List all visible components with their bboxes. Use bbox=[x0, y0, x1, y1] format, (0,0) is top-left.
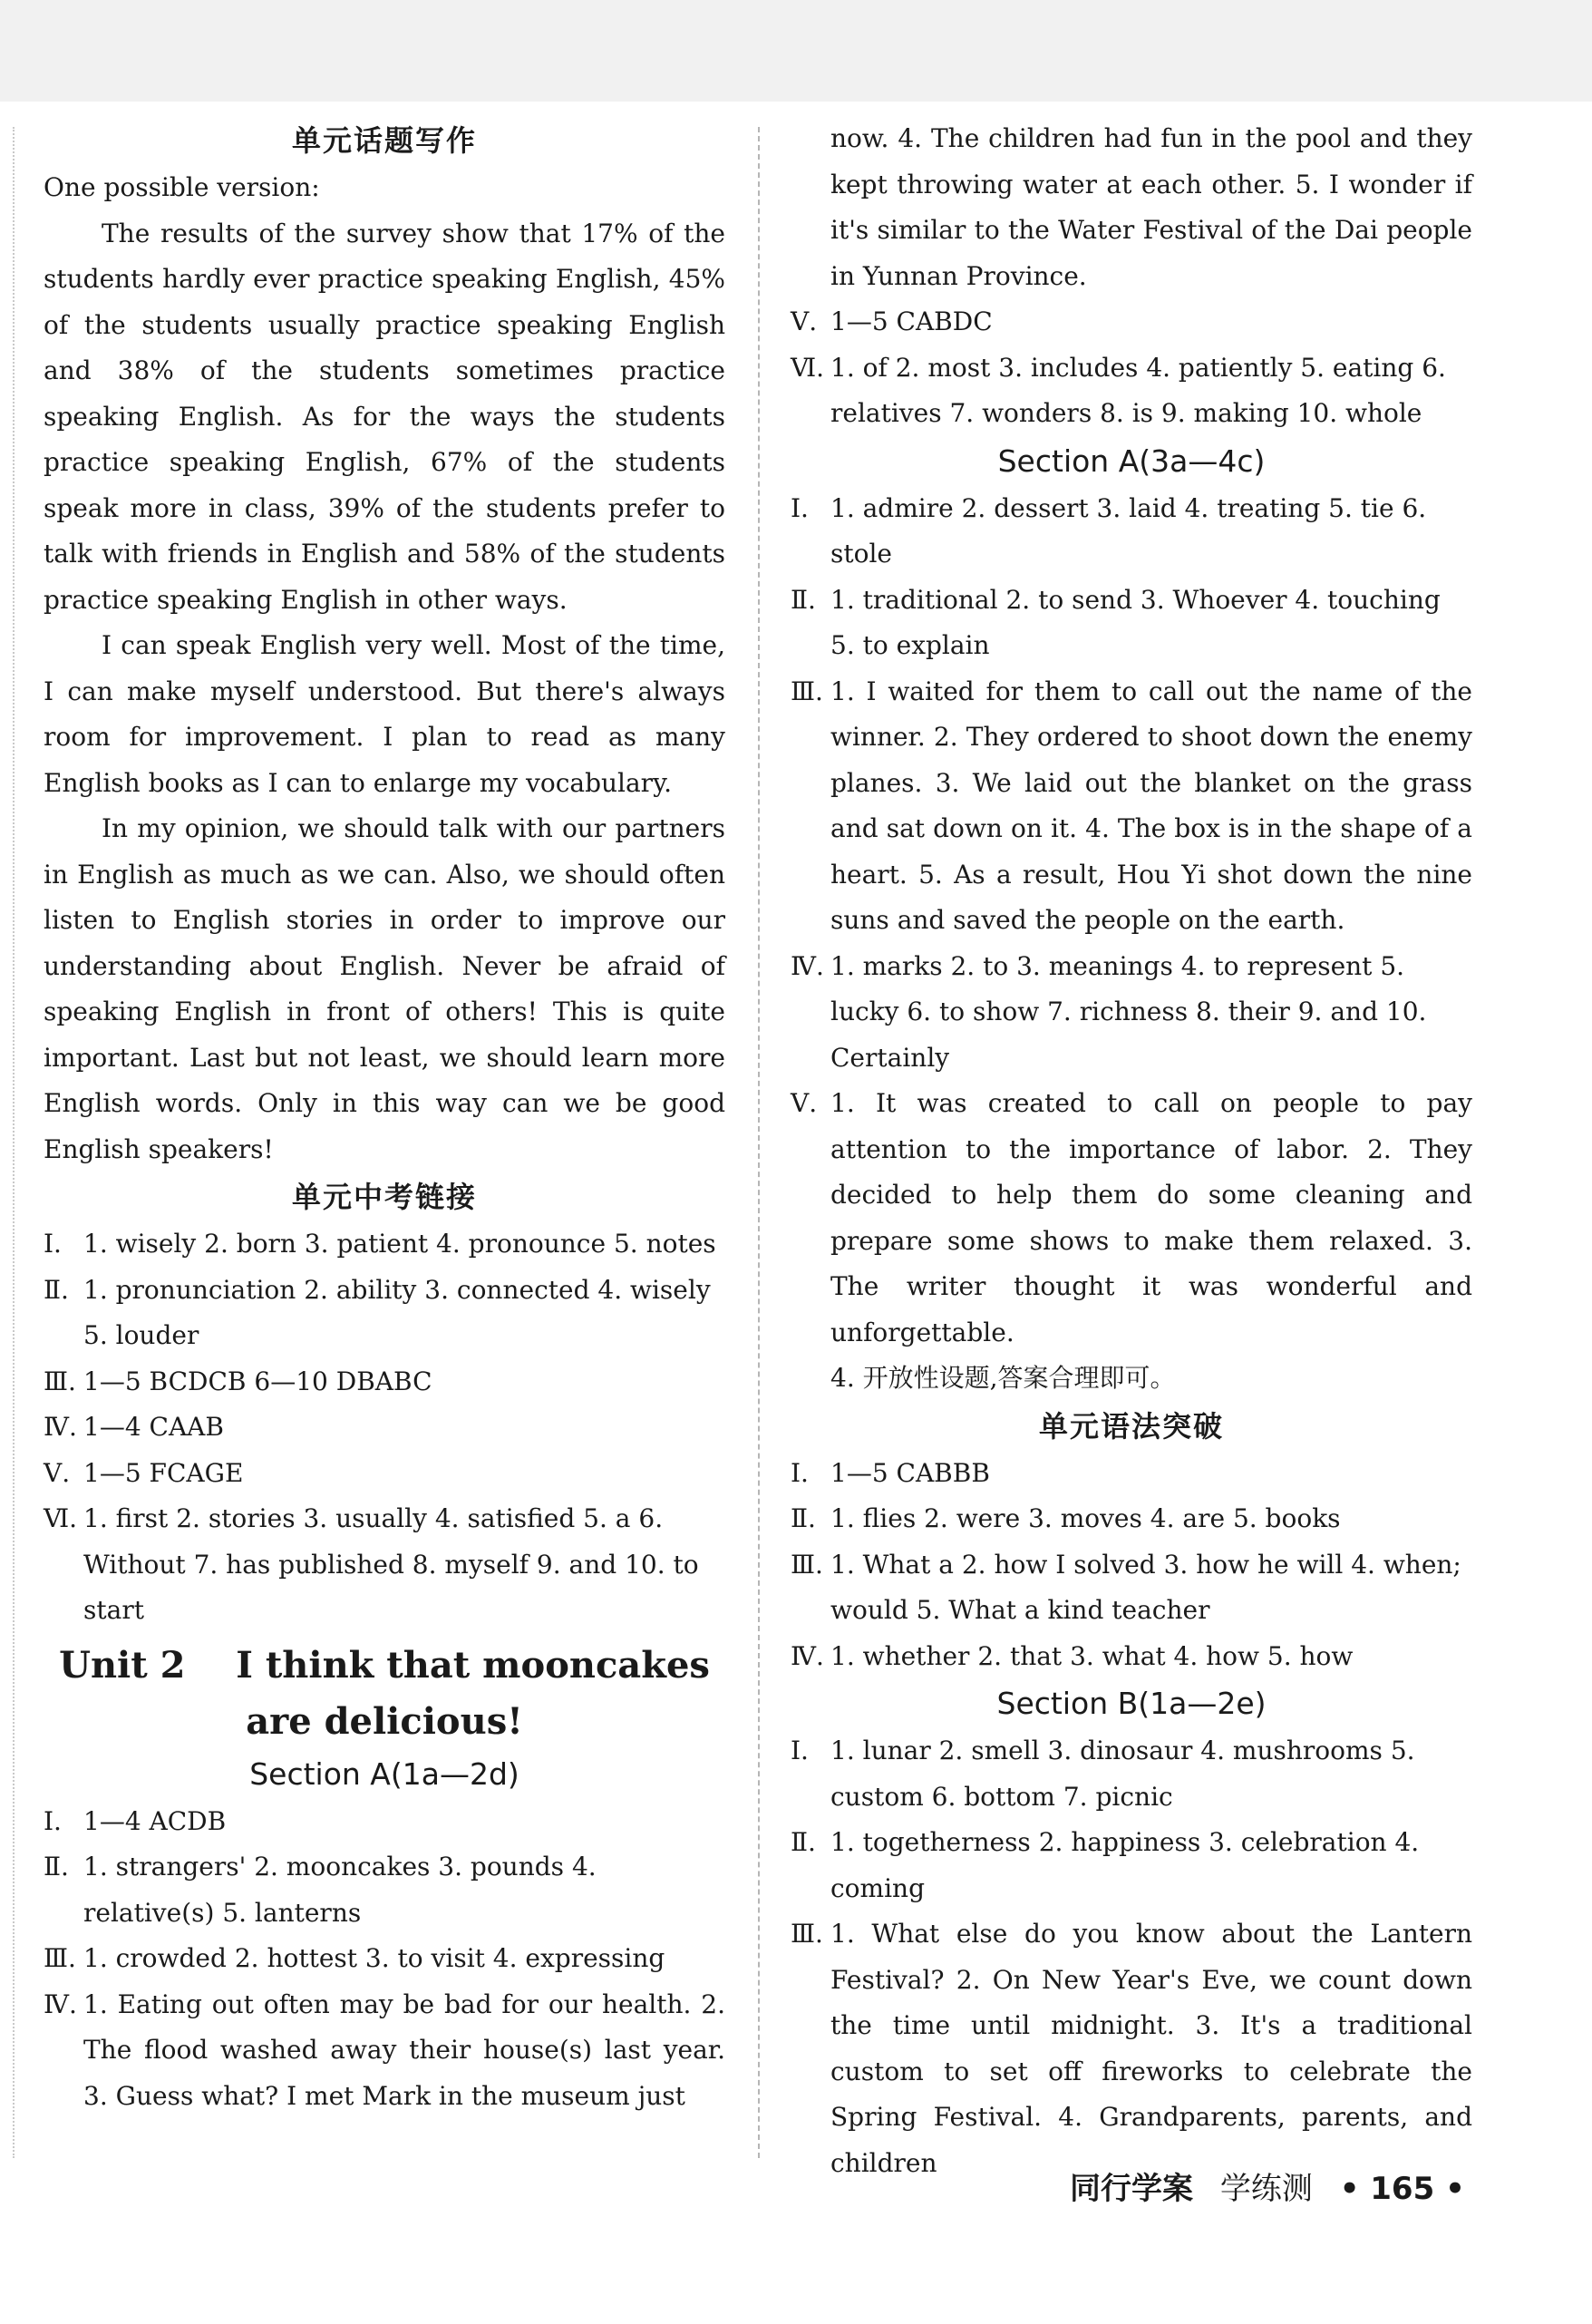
exercise-answers: 1. It was created to call on people to pay attention to the importance of labor. 2. They decided to help them do some cleaning and prepare some shows to make them relaxed. 3. The writer thought it was wonderful and unforgettable. bbox=[830, 1088, 1472, 1347]
exercise-answers: 1. What a 2. how I solved 3. how he will 4. when; would 5. What a kind teacher bbox=[830, 1549, 1461, 1625]
exercise-item bbox=[44, 1982, 725, 2120]
exam-link-section bbox=[44, 1172, 725, 1634]
exercise-number: Ⅱ. bbox=[791, 584, 816, 615]
exercise-item bbox=[44, 1799, 725, 1845]
exercise-number: Ⅳ. bbox=[791, 1640, 824, 1671]
exercise-answers: 1. admire 2. dessert 3. laid 4. treating 5. tie 6. stole bbox=[830, 492, 1427, 569]
exercise-answers: 1. What else do you know about the Lantern Festival? 2. On New Year's Eve, we count down the time until midnight. 3. It's a traditional custom to set off fireworks to celebrate the Spring Festival. 4. Grandparents, parents, and children bbox=[830, 1919, 1472, 2178]
unit-title-line: are delicious! bbox=[246, 1699, 523, 1743]
brand-name: 同行学案 bbox=[1070, 2171, 1193, 2207]
section-heading: 单元语法突破 bbox=[1038, 1408, 1224, 1444]
exercise-answers: 1. togetherness 2. happiness 3. celebration 4. coming bbox=[830, 1827, 1420, 1903]
exercise-number: Ⅴ. bbox=[791, 1088, 818, 1118]
exercise-number bbox=[791, 116, 830, 299]
exercise-item bbox=[791, 1820, 1472, 1911]
essay-paragraph: In my opinion, we should talk with our partners in English as much as we can. Also, we should often listen to English stories in order to improve our understanding about English. Never be afraid of speaking English in front of others! This is quite important. Last but not least, we should learn more English words. Only in this way can we be good English speakers! bbox=[44, 813, 725, 1164]
exercise-number: Ⅲ. bbox=[44, 1943, 76, 1973]
essay-paragraph: The results of the survey show that 17% of the students hardly ever practice speaking English, 45% of the students usually practice speaking English and 38% of the students sometimes practice speaking English. As for the ways the students practice speaking English, 67% of the students speak more in class, 39% of the students prefer to talk with friends in English and 58% of the students practice speaking English in other ways. bbox=[44, 218, 725, 615]
exercise-number: Ⅰ. bbox=[791, 492, 809, 523]
binding-margin-line bbox=[13, 127, 15, 2158]
exercise-answers: 1. pronunciation 2. ability 3. connected 4. wisely 5. louder bbox=[83, 1274, 711, 1350]
section-b1 bbox=[791, 1679, 1472, 2186]
exercise-item bbox=[791, 1634, 1472, 1680]
exercise-item bbox=[791, 578, 1472, 669]
exercise-item bbox=[44, 1268, 725, 1359]
exercise-number: Ⅴ. bbox=[44, 1457, 71, 1488]
exercise-answers: 1—5 CABDC bbox=[830, 306, 993, 336]
essay-paragraph: I can speak English very well. Most of the time, I can make myself understood. But there's always room for improvement. I plan to read as many English books as I can to enlarge my vocabulary. bbox=[44, 630, 725, 798]
exercise-number: Ⅳ. bbox=[44, 1989, 77, 2019]
exercise-answers: 1. flies 2. were 3. moves 4. are 5. books bbox=[830, 1503, 1341, 1533]
exercise-answers: 1. crowded 2. hottest 3. to visit 4. expressing bbox=[83, 1943, 665, 1973]
exercise-answers: 1. lunar 2. smell 3. dinosaur 4. mushrooms 5. custom 6. bottom 7. picnic bbox=[830, 1736, 1415, 1812]
unit-title bbox=[44, 1638, 725, 1750]
exercise-item bbox=[791, 1356, 1472, 1402]
brand-subtitle: 学练测 bbox=[1219, 2171, 1313, 2207]
exercise-item bbox=[791, 1728, 1472, 1820]
exercise-answers: 1. of 2. most 3. includes 4. patiently 5. eating 6. relatives 7. wonders 8. is 9. making 10. whole bbox=[830, 352, 1446, 428]
exercise-number: Ⅰ. bbox=[44, 1229, 62, 1259]
top-shadow-band bbox=[0, 0, 1592, 102]
exercise-answers: 1—5 BCDCB 6—10 DBABC bbox=[83, 1366, 432, 1396]
unit-title-line: Unit 2 I think that mooncakes bbox=[59, 1643, 710, 1687]
exercise-answers: 1—5 CABBB bbox=[830, 1457, 990, 1488]
exercise-item bbox=[791, 486, 1472, 578]
exercise-item bbox=[791, 1911, 1472, 2186]
exercise-answers: 1—4 CAAB bbox=[83, 1412, 224, 1442]
exercise-item bbox=[44, 1451, 725, 1497]
exercise-item bbox=[791, 299, 1472, 345]
exercise-item bbox=[44, 1936, 725, 1982]
exercise-number: Ⅲ. bbox=[791, 1919, 823, 1949]
exercise-item bbox=[44, 1359, 725, 1405]
grammar-section bbox=[791, 1402, 1472, 1680]
exercise-answers: 1—5 FCAGE bbox=[83, 1457, 244, 1488]
exercise-answers: 1. whether 2. that 3. what 4. how 5. how bbox=[830, 1640, 1354, 1671]
continued-answers bbox=[791, 116, 1472, 437]
exercise-item bbox=[44, 1221, 725, 1268]
exercise-answers: now. 4. The children had fun in the pool and they kept throwing water at each other. 5. I wonder if it's similar to the Water Festival of the Dai people in Yunnan Province. bbox=[830, 123, 1472, 291]
exercise-answers: 1. Eating out often may be bad for our health. 2. The flood washed away their house(s) last year. 3. Guess what? I met Mark in the museum just bbox=[83, 1989, 725, 2111]
section-heading: 单元话题写作 bbox=[291, 123, 477, 158]
exercise-number: Ⅰ. bbox=[791, 1457, 809, 1488]
exercise-item bbox=[44, 1405, 725, 1451]
sample-intro: One possible version: bbox=[44, 172, 320, 202]
exercise-item bbox=[44, 1844, 725, 1936]
exercise-answers: 1. first 2. stories 3. usually 4. satisfied 5. a 6. Without 7. has published 8. myself 9. and 10. to start bbox=[83, 1503, 699, 1625]
section-heading: Section A(1a—2d) bbox=[249, 1755, 519, 1792]
exercise-item bbox=[791, 1496, 1472, 1542]
exercise-number: Ⅲ. bbox=[791, 676, 823, 706]
exercise-item bbox=[791, 669, 1472, 944]
exercise-number: Ⅰ. bbox=[44, 1805, 62, 1836]
left-column bbox=[44, 116, 725, 2119]
exercise-answers: 1. wisely 2. born 3. patient 4. pronounce 5. notes bbox=[83, 1229, 716, 1259]
exercise-number: Ⅱ. bbox=[44, 1274, 69, 1305]
exercise-number: Ⅳ. bbox=[44, 1412, 77, 1442]
section-heading: Section B(1a—2e) bbox=[996, 1686, 1267, 1721]
section-heading: Section A(3a—4c) bbox=[997, 442, 1266, 479]
right-column bbox=[791, 116, 1472, 2186]
exercise-answers: 4. 开放性设题,答案合理即可。 bbox=[830, 1363, 1176, 1393]
page-number: • 165 • bbox=[1339, 2171, 1465, 2207]
exercise-item bbox=[791, 944, 1472, 1082]
exercise-number: Ⅴ. bbox=[791, 306, 818, 336]
exercise-answers: 1—4 ACDB bbox=[83, 1805, 227, 1836]
exercise-answers: 1. traditional 2. to send 3. Whoever 4. touching 5. to explain bbox=[830, 584, 1441, 660]
exercise-item bbox=[791, 1542, 1472, 1634]
exercise-number: Ⅵ. bbox=[791, 352, 825, 383]
exercise-number: Ⅰ. bbox=[791, 1736, 809, 1765]
section-a1 bbox=[44, 1750, 725, 2120]
exercise-number: Ⅲ. bbox=[791, 1549, 823, 1580]
exercise-item bbox=[791, 1451, 1472, 1497]
page-footer bbox=[1070, 2164, 1465, 2208]
exercise-number: Ⅳ. bbox=[791, 950, 824, 981]
exercise-item bbox=[791, 1081, 1472, 1356]
topic-writing-section bbox=[44, 116, 725, 1172]
section-a2 bbox=[791, 437, 1472, 1402]
column-divider bbox=[758, 127, 760, 2158]
exercise-answers: 1. strangers' 2. mooncakes 3. pounds 4. relative(s) 5. lanterns bbox=[83, 1852, 597, 1928]
exercise-number: Ⅱ. bbox=[791, 1503, 816, 1533]
exercise-number: Ⅱ. bbox=[44, 1852, 69, 1882]
exercise-item bbox=[44, 1496, 725, 1634]
exercise-item bbox=[791, 116, 1472, 299]
exercise-number: Ⅱ. bbox=[791, 1827, 816, 1857]
exercise-answers: 1. I waited for them to call out the name of the winner. 2. They ordered to shoot down the enemy planes. 3. We laid out the blanket on the grass and sat down on it. 4. The box is in the shape of a heart. 5. As a result, Hou Yi shot down the nine suns and saved the people on the earth. bbox=[830, 676, 1472, 935]
exercise-answers: 1. marks 2. to 3. meanings 4. to represent 5. lucky 6. to show 7. richness 8. their 9. and 10. Certainly bbox=[830, 950, 1427, 1073]
exercise-number: Ⅵ. bbox=[44, 1503, 78, 1533]
exercise-number: Ⅲ. bbox=[44, 1366, 76, 1396]
exercise-item bbox=[791, 345, 1472, 437]
section-heading: 单元中考链接 bbox=[291, 1180, 477, 1214]
exercise-number bbox=[791, 1356, 830, 1402]
